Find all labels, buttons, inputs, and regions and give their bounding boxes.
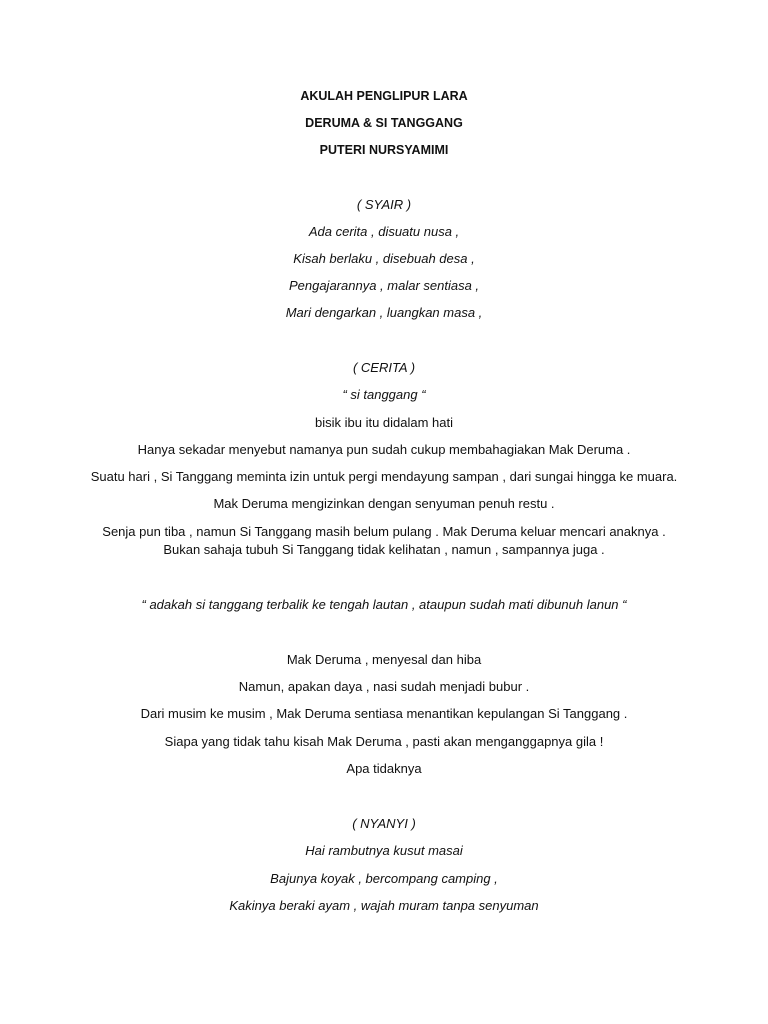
- cerita-line: Hanya sekadar menyebut namanya pun sudah cukup membahagiakan Mak Deruma .: [137, 442, 631, 457]
- cerita-line: Mak Deruma , menyesal dan hiba: [286, 652, 482, 667]
- cerita-line: Siapa yang tidak tahu kisah Mak Deruma , pasti akan menganggapnya gila !: [164, 734, 604, 749]
- cerita-line: Suatu hari , Si Tanggang meminta izin untuk pergi mendayung sampan , dari sungai hingga ke muara.: [90, 469, 678, 484]
- cerita-line: Mak Deruma mengizinkan dengan senyuman penuh restu .: [213, 496, 555, 511]
- cerita-line: Namun, apakan daya , nasi sudah menjadi bubur .: [238, 679, 530, 694]
- nyanyi-line: Bajunya koyak , bercompang camping ,: [270, 871, 498, 886]
- nyanyi-line: Kakinya beraki ayam , wajah muram tanpa senyuman: [229, 898, 539, 913]
- syair-line: Ada cerita , disuatu nusa ,: [308, 224, 460, 239]
- nyanyi-line: Hai rambutnya kusut masai: [305, 843, 463, 858]
- document-title: AKULAH PENGLIPUR LARA: [300, 89, 468, 103]
- cerita-line: Bukan sahaja tubuh Si Tanggang tidak kelihatan , namun , sampannya juga .: [163, 542, 605, 557]
- cerita-line: bisik ibu itu didalam hati: [314, 415, 454, 430]
- cerita-line: Apa tidaknya: [346, 761, 422, 776]
- syair-line: Kisah berlaku , disebuah desa ,: [293, 251, 475, 266]
- syair-heading: ( SYAIR ): [356, 197, 412, 212]
- cerita-quote: “ si tanggang “: [342, 387, 426, 402]
- cerita-heading: ( CERITA ): [352, 360, 416, 375]
- document-author: PUTERI NURSYAMIMI: [319, 143, 449, 157]
- cerita-thought: “ adakah si tanggang terbalik ke tengah lautan , ataupun sudah mati dibunuh lanun “: [141, 597, 627, 612]
- cerita-line: Senja pun tiba , namun Si Tanggang masih belum pulang . Mak Deruma keluar mencari anaknya .: [102, 524, 666, 539]
- document-subtitle: DERUMA & SI TANGGANG: [305, 116, 463, 130]
- syair-line: Pengajarannya , malar sentiasa ,: [288, 278, 480, 293]
- nyanyi-heading: ( NYANYI ): [352, 816, 416, 831]
- cerita-line: Dari musim ke musim , Mak Deruma sentiasa menantikan kepulangan Si Tanggang .: [140, 706, 628, 721]
- syair-line: Mari dengarkan , luangkan masa ,: [285, 305, 483, 320]
